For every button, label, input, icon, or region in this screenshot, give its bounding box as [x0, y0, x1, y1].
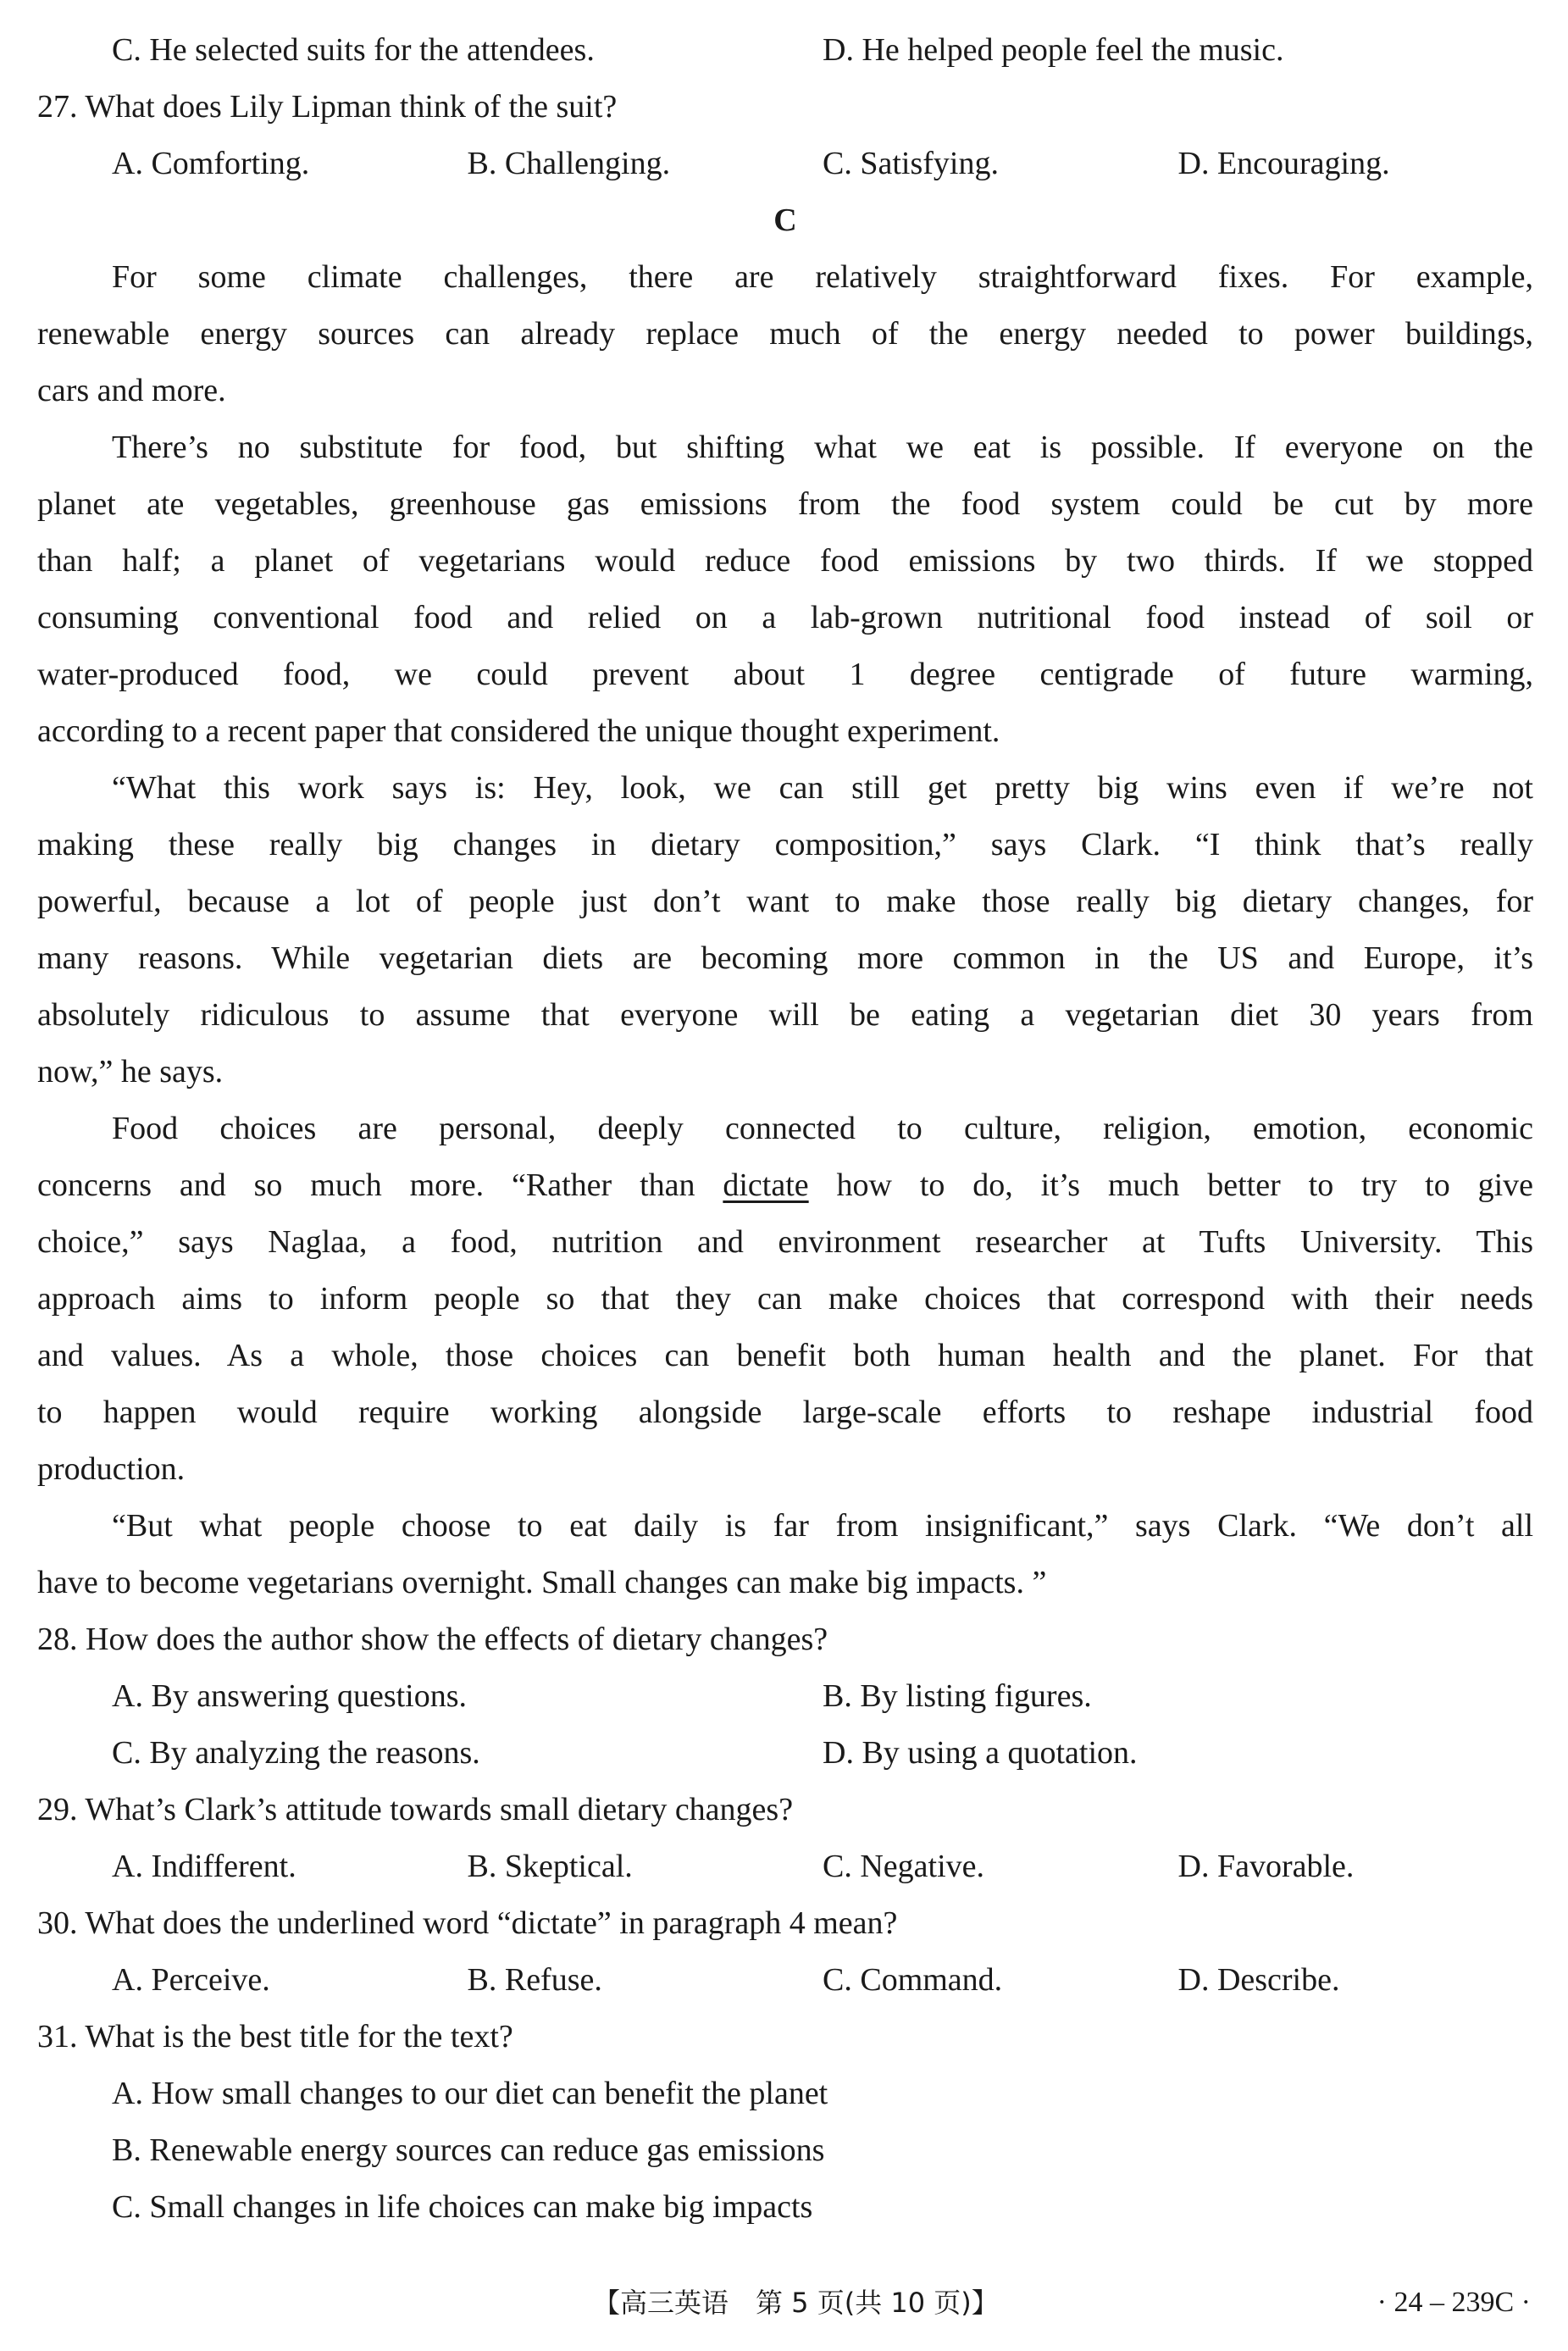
q27-option-a: A. Comforting. [112, 146, 310, 181]
q28-option-b: B. By listing figures. [823, 1678, 1092, 1714]
q29-option-d: D. Favorable. [1177, 1849, 1355, 1884]
paragraph-2 [37, 419, 1533, 760]
exam-page [37, 22, 1533, 2236]
paragraph-line: absolutely ridiculous to assume that everyone will be eating a vegetarian diet 30 years from [37, 997, 1533, 1033]
q30-stem: 30. What does the underlined word “dictate” in paragraph 4 mean? [37, 1905, 898, 1941]
q27-stem: 27. What does Lily Lipman think of the suit? [37, 89, 618, 125]
paragraph-line: “But what people choose to eat daily is far from insignificant,” says Clark. “We don’t all [112, 1508, 1533, 1544]
paragraph-line: renewable energy sources can already replace much of the energy needed to power buildings, [37, 316, 1533, 352]
paragraph-line: have to become vegetarians overnight. Small changes can make big impacts. ” [37, 1565, 1047, 1600]
paragraph-line: approach aims to inform people so that they can make choices that correspond with their needs [37, 1281, 1533, 1317]
paragraph-line: Food choices are personal, deeply connected to culture, religion, emotion, economic [112, 1111, 1533, 1146]
q29-option-c: C. Negative. [823, 1849, 985, 1884]
line-text-after: how to do, it’s much better to try to give [808, 1167, 1533, 1203]
q31-stem: 31. What is the best title for the text? [37, 2019, 513, 2054]
q30-option-c: C. Command. [823, 1962, 1003, 1998]
paragraph-line: to happen would require working alongside large-scale efforts to reshape industrial food [37, 1395, 1533, 1430]
paragraph-line: consuming conventional food and relied on a lab-grown nutritional food instead of soil or [37, 600, 1533, 635]
paragraph-3 [37, 760, 1533, 1101]
underlined-word-dictate: dictate [723, 1167, 809, 1203]
q26-options [37, 22, 1533, 79]
q26-option-c: C. He selected suits for the attendees. [112, 32, 595, 68]
q30-option-a: A. Perceive. [112, 1962, 270, 1998]
paragraph-4 [37, 1101, 1533, 1498]
line-text-before: concerns and so much more. “Rather than [37, 1167, 723, 1203]
paragraph-line-with-underline [37, 1157, 1533, 1214]
paragraph-line: and values. As a whole, those choices can benefit both human health and the planet. For that [37, 1338, 1533, 1373]
paragraph-line: now,” he says. [37, 1054, 224, 1090]
q30-option-d: D. Describe. [1177, 1962, 1340, 1998]
paragraph-1 [37, 249, 1533, 419]
q28-option-d: D. By using a quotation. [823, 1735, 1138, 1771]
q27-option-d: D. Encouraging. [1177, 146, 1390, 181]
q29-option-a: A. Indifferent. [112, 1849, 296, 1884]
q28-option-c: C. By analyzing the reasons. [112, 1735, 480, 1771]
paragraph-line: according to a recent paper that considered the unique thought experiment. [37, 713, 1000, 749]
paragraph-line: water-produced food, we could prevent about 1 degree centigrade of future warming, [37, 657, 1533, 692]
section-heading: C [773, 202, 797, 238]
q30-option-b: B. Refuse. [467, 1962, 602, 1998]
q28-options-row-2 [37, 1725, 1533, 1782]
q28-option-a: A. By answering questions. [112, 1678, 468, 1714]
paragraph-line: making these really big changes in dietary composition,” says Clark. “I think that’s really [37, 827, 1533, 862]
q29-options [37, 1838, 1533, 1895]
page-footer [0, 2282, 1568, 2324]
paragraph-line: choice,” says Naglaa, a food, nutrition and environment researcher at Tufts University. This [37, 1224, 1533, 1260]
paragraph-line: There’s no substitute for food, but shifting what we eat is possible. If everyone on the [112, 430, 1533, 465]
paragraph-line: For some climate challenges, there are relatively straightforward fixes. For example, [112, 259, 1533, 295]
q31-option-b: B. Renewable energy sources can reduce gas emissions [112, 2132, 825, 2168]
q27-options [37, 136, 1533, 192]
paragraph-line: many reasons. While vegetarian diets are becoming more common in the US and Europe, it’s [37, 940, 1533, 976]
q30-options [37, 1952, 1533, 2009]
q31-option-a: A. How small changes to our diet can benefit the planet [112, 2076, 828, 2111]
paragraph-line: than half; a planet of vegetarians would reduce food emissions by two thirds. If we stopped [37, 543, 1533, 579]
paragraph-line: “What this work says is: Hey, look, we can still get pretty big wins even if we’re not [112, 770, 1533, 806]
paragraph-line: cars and more. [37, 373, 226, 408]
q28-options-row-1 [37, 1668, 1533, 1725]
q27-option-c: C. Satisfying. [823, 146, 999, 181]
q26-option-d: D. He helped people feel the music. [823, 32, 1284, 68]
q29-stem: 29. What’s Clark’s attitude towards small dietary changes? [37, 1792, 794, 1827]
paragraph-line: production. [37, 1451, 186, 1487]
q31-option-c: C. Small changes in life choices can make big impacts [112, 2189, 813, 2225]
q29-option-b: B. Skeptical. [467, 1849, 633, 1884]
q28-stem: 28. How does the author show the effects of dietary changes? [37, 1622, 828, 1657]
q27-option-b: B. Challenging. [467, 146, 671, 181]
paragraph-line: powerful, because a lot of people just don’t want to make those really big dietary changes, for [37, 884, 1533, 919]
footer-page-info: 【高三英语 第 5 页(共 10 页)】 [593, 2287, 999, 2319]
paragraph-5 [37, 1498, 1533, 1611]
paragraph-line: planet ate vegetables, greenhouse gas emissions from the food system could be cut by more [37, 486, 1533, 522]
footer-exam-code: · 24 – 239C · [1377, 2287, 1531, 2318]
